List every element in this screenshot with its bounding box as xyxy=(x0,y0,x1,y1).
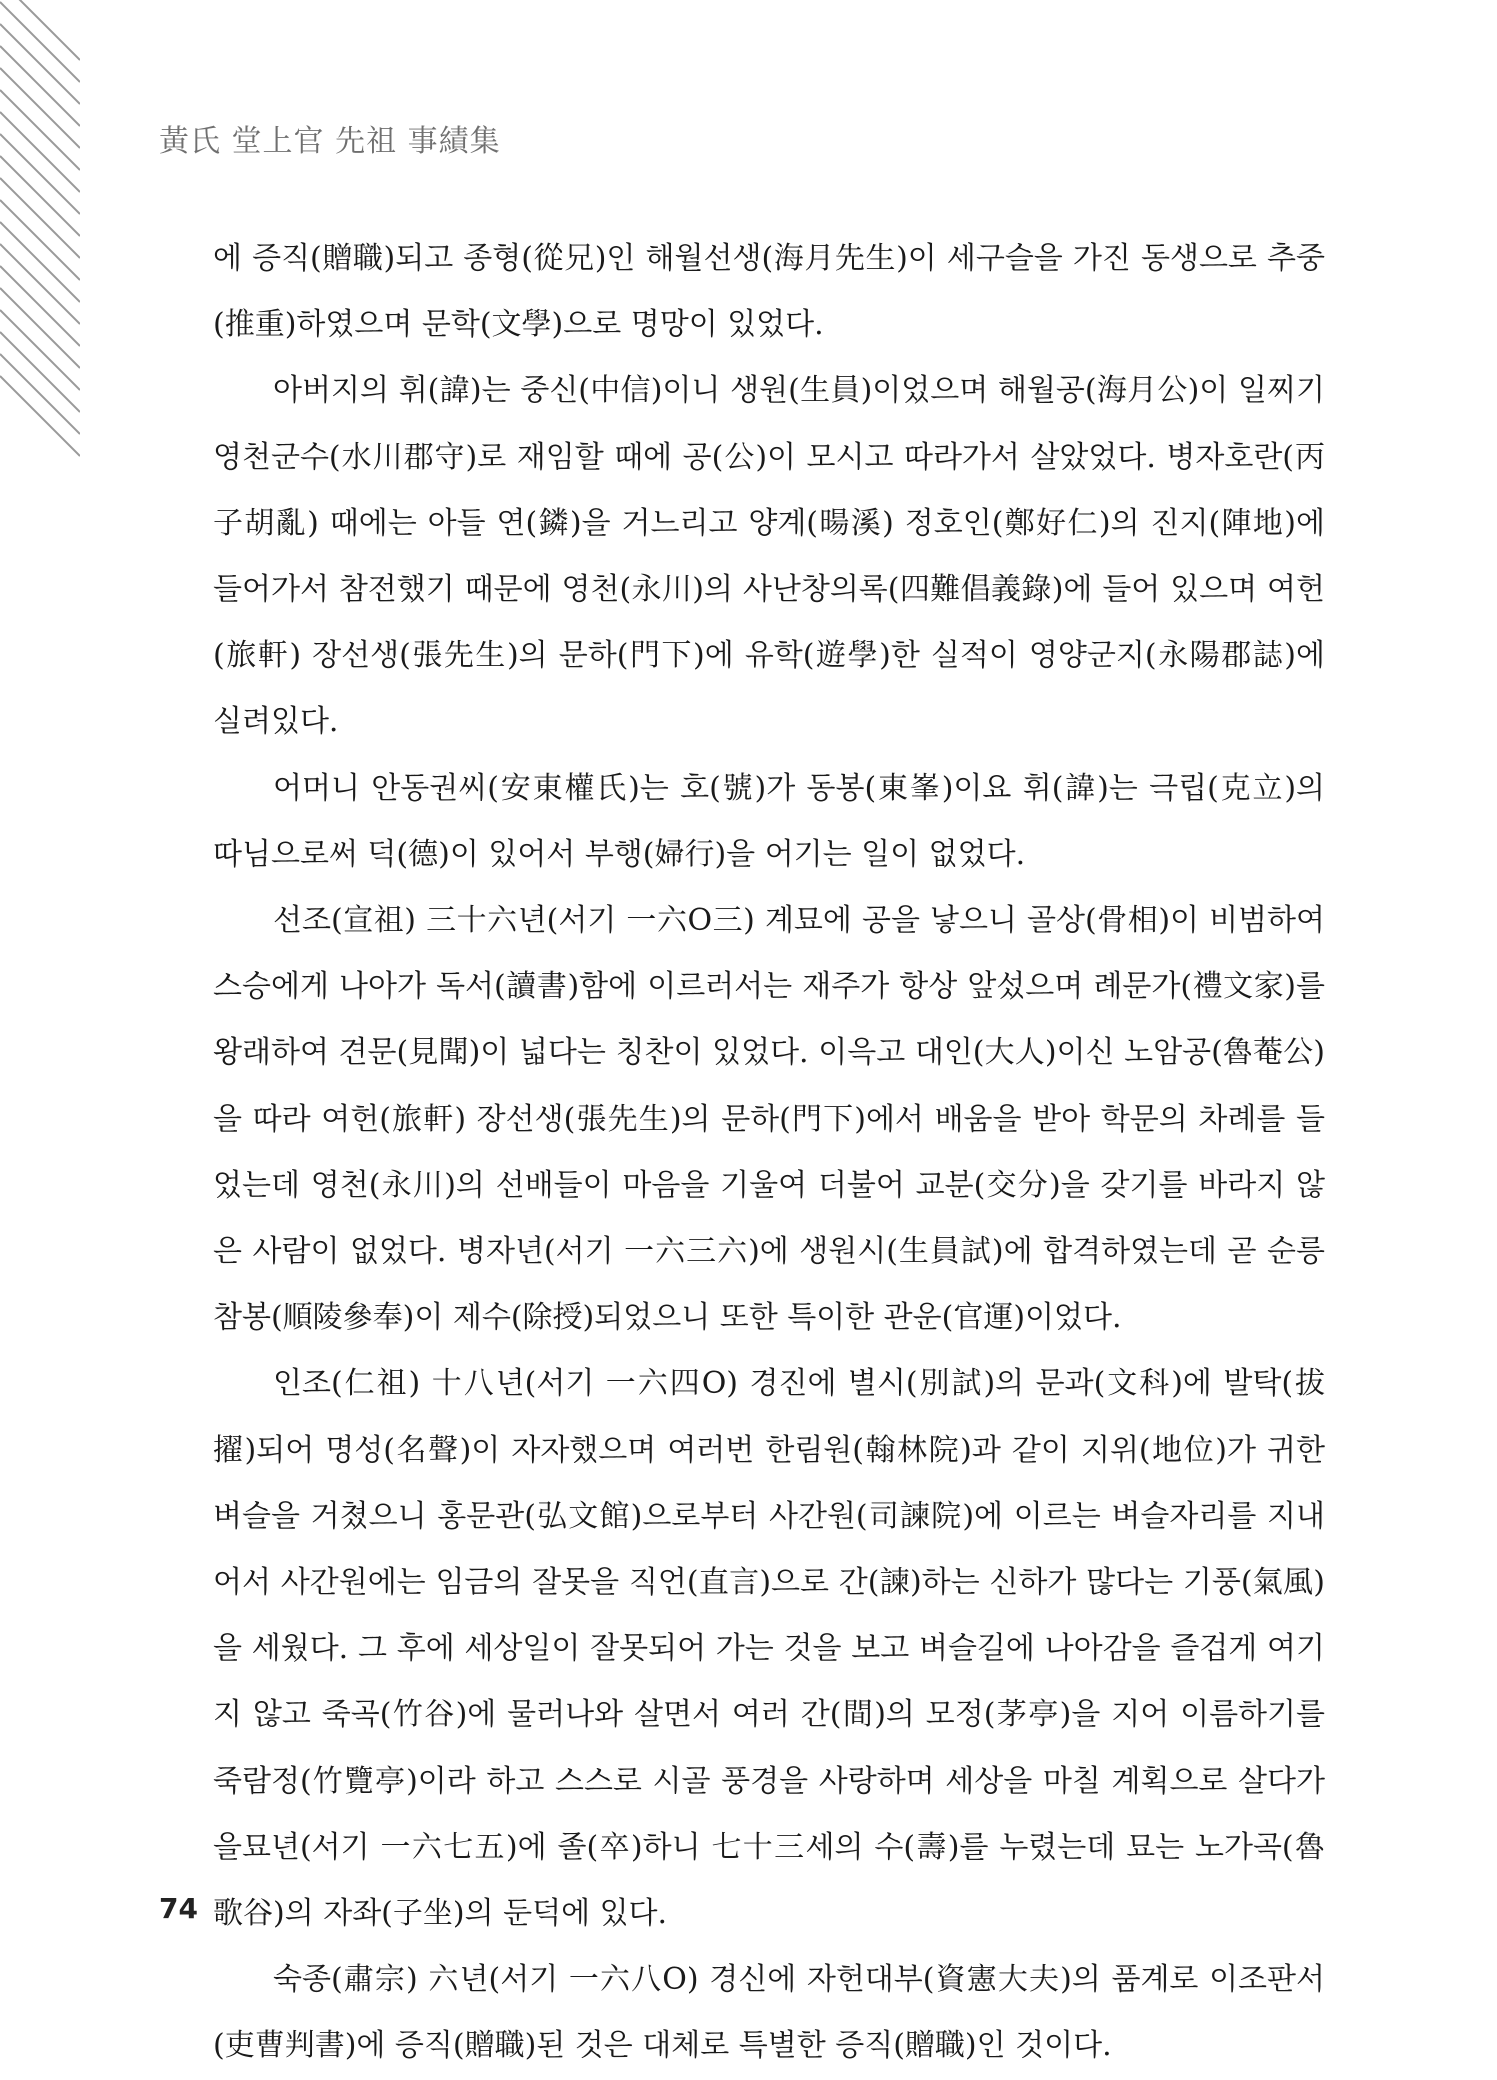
page-number: 74 xyxy=(159,1892,198,1925)
paragraph: 에 증직(贈職)되고 종형(從兄)인 해월선생(海月先生)이 세구슬을 가진 동생으로 추중(推重)하였으며 문학(文學)으로 명망이 있었다. xyxy=(213,241,1325,343)
corner-stripe-decoration xyxy=(0,0,80,460)
running-header: 黃氏 堂上官 先祖 事績集 xyxy=(159,124,501,159)
paragraph: 숙종(肅宗) 六년(서기 一六八O) 경신에 자헌대부(資憲大夫)의 품계로 이조판서(吏曹判書)에 증직(贈職)된 것은 대체로 특별한 증직(贈職)인 것이다. xyxy=(213,1962,1325,2064)
body-text xyxy=(213,226,1325,2080)
paragraph: 인조(仁祖) 十八년(서기 一六四O) 경진에 별시(別試)의 문과(文科)에 발탁(拔擢)되어 명성(名聲)이 자자했으며 여러번 한림원(翰林院)과 같이 지위(地位)가 귀한 벼슬을 거쳤으니 홍문관(弘文館)으로부터 사간원(司諫院)에 이르는 벼슬자리를 지내어서 사간원에는 임금의 잘못을 직언(直言)으로 간(諫)하는 신하가 많다는 기풍(氣風)을 세웠다. 그 후에 세상일이 잘못되어 가는 것을 보고 벼슬길에 나아감을 즐겁게 여기지 않고 죽곡(竹谷)에 물러나와 살면서 여러 간(間)의 모정(茅亭)을 지어 이름하기를 죽람정(竹覽亭)이라 하고 스스로 시골 풍경을 사랑하며 세상을 마칠 계획으로 살다가 을묘년(서기 一六七五)에 졸(卒)하니 七十三세의 수(壽)를 누렸는데 묘는 노가곡(魯歌谷)의 자좌(子坐)의 둔덕에 있다. xyxy=(213,1366,1325,1932)
paragraph: 아버지의 휘(諱)는 중신(中信)이니 생원(生員)이었으며 해월공(海月公)이 일찌기 영천군수(水川郡守)로 재임할 때에 공(公)이 모시고 따라가서 살았었다. 병자호란(丙子胡亂) 때에는 아들 연(鏻)을 거느리고 양계(暘溪) 정호인(鄭好仁)의 진지(陣地)에 들어가서 참전했기 때문에 영천(永川)의 사난창의록(四難倡義錄)에 들어 있으며 여헌(旅軒) 장선생(張先生)의 문하(門下)에 유학(遊學)한 실적이 영양군지(永陽郡誌)에 실려있다. xyxy=(213,373,1325,740)
paragraph: 어머니 안동권씨(安東權氏)는 호(號)가 동봉(東峯)이요 휘(諱)는 극립(克立)의 따님으로써 덕(德)이 있어서 부행(婦行)을 어기는 일이 없었다. xyxy=(213,770,1325,872)
paragraph: 선조(宣祖) 三十六년(서기 一六O三) 계묘에 공을 낳으니 골상(骨相)이 비범하여 스승에게 나아가 독서(讀書)함에 이르러서는 재주가 항상 앞섰으며 례문가(禮文家)를 왕래하여 견문(見聞)이 넓다는 칭찬이 있었다. 이윽고 대인(大人)이신 노암공(魯菴公)을 따라 여헌(旅軒) 장선생(張先生)의 문하(門下)에서 배움을 받아 학문의 차례를 들었는데 영천(永川)의 선배들이 마음을 기울여 더불어 교분(交分)을 갖기를 바라지 않은 사람이 없었다. 병자년(서기 一六三六)에 생원시(生員試)에 합격하였는데 곧 순릉 참봉(順陵參奉)이 제수(除授)되었으니 또한 특이한 관운(官運)이었다. xyxy=(213,903,1325,1336)
